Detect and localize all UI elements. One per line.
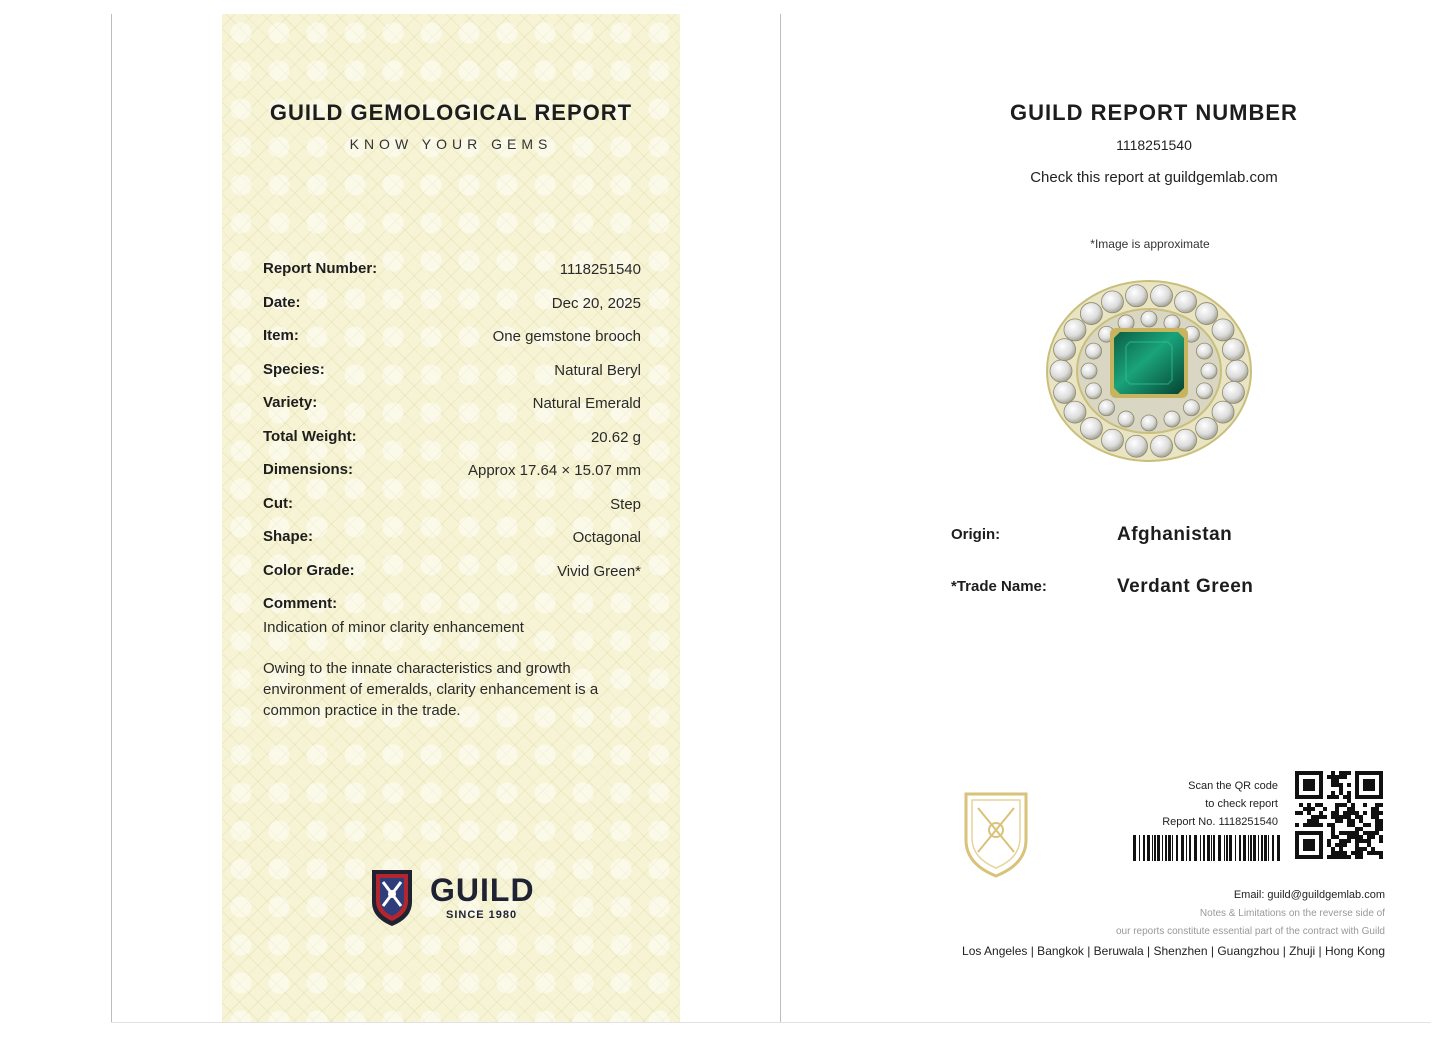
- barcode-bar: [1168, 835, 1171, 861]
- diamond-stone: [1050, 360, 1072, 382]
- qr-module: [1295, 811, 1299, 815]
- qr-module: [1335, 779, 1339, 783]
- limitations-note-line-1: Notes & Limitations on the reverse side of: [1199, 908, 1385, 919]
- barcode-bar: [1224, 835, 1225, 861]
- qr-module: [1351, 807, 1355, 811]
- barcode-bar: [1203, 835, 1205, 861]
- barcode-bar: [1272, 835, 1274, 861]
- qr-module: [1335, 783, 1339, 787]
- qr-module: [1371, 851, 1375, 855]
- qr-module: [1351, 803, 1355, 807]
- guild-logo: [368, 866, 538, 930]
- enhancement-note: Owing to the innate characteristics and growth environment of emeralds, clarity enhancement is a common practice in the trade.: [263, 660, 599, 719]
- qr-code[interactable]: [1295, 771, 1383, 859]
- qr-module: [1367, 831, 1371, 835]
- qr-module: [1335, 843, 1339, 847]
- guild-wordmark: GUILD: [430, 872, 535, 908]
- qr-module: [1355, 811, 1359, 815]
- diamond-stone: [1086, 383, 1102, 399]
- qr-module: [1315, 823, 1319, 827]
- qr-module: [1343, 851, 1347, 855]
- field-label: Variety:: [263, 394, 318, 411]
- field-label: Color Grade:: [263, 562, 355, 579]
- report-tagline: KNOW YOUR GEMS: [349, 136, 553, 152]
- barcode-bar: [1172, 835, 1173, 861]
- barcode-bar: [1139, 835, 1140, 861]
- qr-module: [1371, 847, 1375, 851]
- qr-module: [1355, 815, 1359, 819]
- field-label: Date:: [263, 294, 301, 311]
- qr-module: [1339, 783, 1343, 787]
- qr-module: [1379, 855, 1383, 859]
- qr-module: [1351, 831, 1355, 835]
- qr-module: [1339, 855, 1343, 859]
- qr-module: [1359, 819, 1363, 823]
- diamond-stone: [1175, 291, 1197, 313]
- qr-module: [1367, 843, 1371, 847]
- barcode-bar: [1194, 835, 1197, 861]
- qr-module: [1339, 803, 1343, 807]
- qr-module: [1363, 847, 1367, 851]
- qr-module: [1339, 775, 1343, 779]
- qr-module: [1323, 807, 1327, 811]
- diamond-stone: [1101, 291, 1123, 313]
- diamond-stone: [1101, 429, 1123, 451]
- barcode-bar: [1133, 835, 1136, 861]
- scan-instruction-line-1: Scan the QR code: [1188, 780, 1278, 792]
- qr-module: [1379, 811, 1383, 815]
- qr-module: [1335, 803, 1339, 807]
- barcode-bar: [1200, 835, 1201, 861]
- barcode-bar: [1235, 835, 1236, 861]
- qr-module: [1359, 839, 1363, 843]
- qr-module: [1371, 835, 1375, 839]
- office-locations: Los Angeles | Bangkok | Beruwala | Shenzhen | Guangzhou | Zhuji | Hong Kong: [962, 944, 1385, 958]
- qr-module: [1351, 819, 1355, 823]
- qr-module: [1371, 815, 1375, 819]
- qr-module: [1327, 795, 1331, 799]
- diamond-stone: [1151, 435, 1173, 457]
- qr-module: [1327, 775, 1331, 779]
- scan-instruction-line-2: to check report: [1205, 798, 1278, 810]
- qr-module: [1363, 831, 1367, 835]
- qr-module: [1367, 839, 1371, 843]
- field-value: 1118251540: [559, 261, 641, 278]
- field-label: Cut:: [263, 495, 293, 512]
- field-item: [263, 327, 641, 351]
- barcode-bar: [1207, 835, 1210, 861]
- qr-module: [1335, 811, 1339, 815]
- qr-module: [1379, 827, 1383, 831]
- qr-module: [1347, 791, 1351, 795]
- qr-module: [1375, 815, 1379, 819]
- qr-module: [1311, 819, 1315, 823]
- qr-module: [1347, 855, 1351, 859]
- qr-module: [1379, 835, 1383, 839]
- qr-module: [1331, 791, 1335, 795]
- qr-module: [1347, 835, 1351, 839]
- qr-module: [1371, 811, 1375, 815]
- diamond-stone: [1064, 401, 1086, 423]
- qr-module: [1343, 775, 1347, 779]
- qr-module: [1339, 771, 1343, 775]
- barcode-bar: [1147, 835, 1150, 861]
- barcode-bar: [1277, 835, 1280, 861]
- qr-module: [1343, 843, 1347, 847]
- qr-module: [1343, 803, 1347, 807]
- qr-module: [1347, 795, 1351, 799]
- qr-module: [1371, 807, 1375, 811]
- diamond-stone: [1080, 303, 1102, 325]
- qr-module: [1311, 815, 1315, 819]
- origin-value: Afghanistan: [1117, 524, 1233, 545]
- qr-module: [1307, 819, 1311, 823]
- diamond-stone: [1064, 319, 1086, 341]
- shield-icon: [368, 866, 416, 928]
- qr-module: [1371, 831, 1375, 835]
- barcode-bar: [1152, 835, 1153, 861]
- qr-module: [1355, 839, 1359, 843]
- qr-module: [1315, 819, 1319, 823]
- qr-module: [1359, 835, 1363, 839]
- barcode-bar: [1181, 835, 1184, 861]
- barcode-bar: [1258, 835, 1259, 861]
- qr-module: [1339, 851, 1343, 855]
- barcode-bar: [1189, 835, 1191, 861]
- qr-module: [1343, 811, 1347, 815]
- qr-module: [1303, 807, 1307, 811]
- qr-module: [1319, 815, 1323, 819]
- qr-module: [1323, 815, 1327, 819]
- qr-finder-pattern: [1363, 779, 1375, 791]
- qr-module: [1379, 839, 1383, 843]
- crest-watermark-icon: [960, 788, 1032, 880]
- qr-module: [1359, 847, 1363, 851]
- bottom-page-edge: [111, 1022, 1431, 1023]
- center-fold-line: [780, 14, 781, 1022]
- qr-module: [1331, 811, 1335, 815]
- left-page-edge: [111, 14, 112, 1022]
- qr-module: [1295, 823, 1299, 827]
- diamond-stone: [1212, 401, 1234, 423]
- qr-module: [1363, 839, 1367, 843]
- field-shape: [263, 528, 641, 552]
- field-dimensions: [263, 461, 641, 485]
- qr-module: [1359, 851, 1363, 855]
- diamond-stone: [1175, 429, 1197, 451]
- field-value: Natural Emerald: [532, 395, 641, 412]
- qr-module: [1351, 835, 1355, 839]
- diamond-stone: [1222, 339, 1244, 361]
- qr-module: [1343, 839, 1347, 843]
- qr-module: [1343, 855, 1347, 859]
- qr-module: [1331, 855, 1335, 859]
- qr-module: [1347, 831, 1351, 835]
- qr-module: [1347, 771, 1351, 775]
- limitations-note-line-2: our reports constitute essential part of the contract with Guild: [1115, 926, 1385, 937]
- field-report-number: [263, 260, 641, 284]
- qr-module: [1339, 815, 1343, 819]
- qr-module: [1379, 851, 1383, 855]
- qr-module: [1315, 815, 1319, 819]
- diamond-stone: [1141, 415, 1157, 431]
- field-value: 20.62 g: [590, 429, 641, 446]
- qr-module: [1347, 807, 1351, 811]
- qr-module: [1331, 831, 1335, 835]
- field-value: Step: [610, 496, 641, 513]
- barcode-bar: [1248, 835, 1249, 861]
- field-variety: [263, 394, 641, 418]
- qr-module: [1335, 815, 1339, 819]
- qr-module: [1347, 811, 1351, 815]
- qr-module: [1375, 823, 1379, 827]
- diamond-stone: [1164, 411, 1180, 427]
- qr-module: [1331, 795, 1335, 799]
- diamond-stone: [1118, 411, 1134, 427]
- field-label: Dimensions:: [263, 461, 354, 478]
- qr-module: [1299, 803, 1303, 807]
- trade-name-label: *Trade Name:: [951, 578, 1047, 595]
- qr-module: [1339, 843, 1343, 847]
- qr-module: [1347, 819, 1351, 823]
- qr-module: [1331, 771, 1335, 775]
- barcode-bar: [1154, 835, 1156, 861]
- barcode-bar: [1268, 835, 1269, 861]
- qr-module: [1367, 823, 1371, 827]
- comment-value: Indication of minor clarity enhancement: [263, 619, 524, 636]
- image-disclaimer: *Image is approximate: [1090, 237, 1210, 251]
- barcode-bar: [1226, 835, 1228, 861]
- verify-instruction: Check this report at guildgemlab.com: [1030, 169, 1278, 186]
- field-species: [263, 361, 641, 385]
- barcode-bar: [1176, 835, 1178, 861]
- barcode-bar: [1211, 835, 1212, 861]
- qr-module: [1375, 819, 1379, 823]
- field-label: Item:: [263, 327, 299, 344]
- diamond-stone: [1151, 285, 1173, 307]
- diamond-stone: [1196, 417, 1218, 439]
- origin-label: Origin:: [951, 526, 1001, 543]
- field-value: One gemstone brooch: [492, 328, 641, 345]
- qr-module: [1307, 811, 1311, 815]
- qr-module: [1347, 815, 1351, 819]
- qr-module: [1347, 799, 1351, 803]
- barcode-bar: [1162, 835, 1163, 861]
- qr-module: [1363, 803, 1367, 807]
- qr-module: [1351, 823, 1355, 827]
- report-title: GUILD GEMOLOGICAL REPORT: [269, 100, 633, 125]
- qr-module: [1347, 823, 1351, 827]
- barcode-bar: [1213, 835, 1215, 861]
- qr-module: [1315, 803, 1319, 807]
- qr-module: [1335, 807, 1339, 811]
- qr-finder-pattern: [1303, 779, 1315, 791]
- qr-module: [1351, 811, 1355, 815]
- qr-module: [1375, 807, 1379, 811]
- qr-module: [1375, 827, 1379, 831]
- qr-module: [1331, 815, 1335, 819]
- barcode-bar: [1165, 835, 1167, 861]
- diamond-stone: [1196, 343, 1212, 359]
- field-cut: [263, 495, 641, 519]
- qr-module: [1359, 827, 1363, 831]
- qr-module: [1303, 823, 1307, 827]
- field-value: Natural Beryl: [554, 362, 641, 379]
- qr-module: [1335, 835, 1339, 839]
- barcode-bar: [1186, 835, 1187, 861]
- field-value: Approx 17.64 × 15.07 mm: [467, 462, 641, 479]
- qr-module: [1379, 819, 1383, 823]
- trade-name-value: Verdant Green: [1117, 576, 1254, 597]
- qr-module: [1335, 855, 1339, 859]
- qr-module: [1343, 815, 1347, 819]
- diamond-stone: [1212, 319, 1234, 341]
- qr-module: [1331, 847, 1335, 851]
- qr-module: [1307, 807, 1311, 811]
- qr-module: [1355, 851, 1359, 855]
- field-label: Shape:: [263, 528, 314, 545]
- guild-since-text: SINCE 1980: [446, 909, 518, 921]
- diamond-stone: [1086, 343, 1102, 359]
- qr-module: [1339, 847, 1343, 851]
- qr-module: [1331, 835, 1335, 839]
- diamond-stone: [1125, 285, 1147, 307]
- qr-module: [1319, 811, 1323, 815]
- qr-module: [1327, 855, 1331, 859]
- qr-module: [1339, 791, 1343, 795]
- qr-module: [1347, 783, 1351, 787]
- field-label: Report Number:: [263, 260, 378, 277]
- qr-module: [1299, 811, 1303, 815]
- qr-module: [1343, 831, 1347, 835]
- qr-module: [1367, 851, 1371, 855]
- qr-module: [1331, 783, 1335, 787]
- qr-module: [1339, 839, 1343, 843]
- qr-module: [1327, 823, 1331, 827]
- qr-module: [1335, 819, 1339, 823]
- barcode-bar: [1253, 835, 1256, 861]
- qr-module: [1379, 803, 1383, 807]
- qr-module: [1355, 835, 1359, 839]
- qr-module: [1335, 775, 1339, 779]
- qr-module: [1331, 775, 1335, 779]
- qr-module: [1343, 771, 1347, 775]
- barcode-bar: [1239, 835, 1241, 861]
- qr-module: [1359, 815, 1363, 819]
- barcode-bar: [1229, 835, 1232, 861]
- qr-module: [1375, 851, 1379, 855]
- barcode-bar: [1157, 835, 1160, 861]
- field-value: Vivid Green*: [557, 563, 641, 580]
- qr-module: [1339, 831, 1343, 835]
- barcode-bar: [1264, 835, 1267, 861]
- qr-module: [1351, 851, 1355, 855]
- report-number-title: GUILD REPORT NUMBER: [1010, 100, 1298, 125]
- qr-finder-pattern: [1303, 839, 1315, 851]
- qr-module: [1331, 823, 1335, 827]
- qr-module: [1355, 847, 1359, 851]
- qr-module: [1379, 823, 1383, 827]
- qr-module: [1355, 827, 1359, 831]
- diamond-stone: [1222, 381, 1244, 403]
- qr-module: [1331, 827, 1335, 831]
- diamond-stone: [1196, 303, 1218, 325]
- qr-module: [1331, 851, 1335, 855]
- qr-module: [1363, 811, 1367, 815]
- qr-module: [1339, 787, 1343, 791]
- qr-module: [1327, 843, 1331, 847]
- diamond-stone: [1080, 417, 1102, 439]
- qr-module: [1343, 795, 1347, 799]
- contact-email: Email: guild@guildgemlab.com: [1233, 889, 1385, 901]
- qr-module: [1355, 831, 1359, 835]
- qr-module: [1375, 831, 1379, 835]
- barcode-bar: [1218, 835, 1221, 861]
- qr-module: [1363, 823, 1367, 827]
- qr-module: [1335, 795, 1339, 799]
- qr-module: [1359, 855, 1363, 859]
- field-label: Total Weight:: [263, 428, 357, 445]
- field-date: [263, 294, 641, 318]
- field-value: Octagonal: [572, 529, 641, 546]
- barcode: [1133, 835, 1280, 861]
- field-total-weight: [263, 428, 641, 452]
- qr-module: [1375, 803, 1379, 807]
- barcode-bar: [1243, 835, 1246, 861]
- field-label: Species:: [263, 361, 325, 378]
- qr-module: [1319, 823, 1323, 827]
- report-number-value: 1118251540: [1116, 137, 1192, 153]
- scan-report-number: Report No. 1118251540: [1162, 816, 1278, 828]
- diamond-stone: [1226, 360, 1248, 382]
- diamond-stone: [1141, 311, 1157, 327]
- field-value: Dec 20, 2025: [551, 295, 641, 312]
- qr-module: [1355, 843, 1359, 847]
- qr-module: [1311, 807, 1315, 811]
- qr-module: [1339, 819, 1343, 823]
- diamond-stone: [1196, 383, 1212, 399]
- qr-module: [1335, 851, 1339, 855]
- qr-module: [1367, 835, 1371, 839]
- diamond-stone: [1183, 400, 1199, 416]
- qr-module: [1307, 803, 1311, 807]
- diamond-stone: [1201, 363, 1217, 379]
- qr-module: [1311, 823, 1315, 827]
- qr-module: [1327, 839, 1331, 843]
- qr-module: [1331, 779, 1335, 783]
- qr-module: [1355, 855, 1359, 859]
- diamond-stone: [1125, 435, 1147, 457]
- diamond-stone: [1054, 339, 1076, 361]
- field-color-grade: [263, 562, 641, 586]
- diamond-stone: [1054, 381, 1076, 403]
- qr-module: [1347, 839, 1351, 843]
- report-details-panel: [222, 14, 680, 1022]
- barcode-bar: [1143, 835, 1145, 861]
- qr-module: [1307, 823, 1311, 827]
- diamond-stone: [1099, 400, 1115, 416]
- qr-module: [1375, 811, 1379, 815]
- qr-module: [1319, 803, 1323, 807]
- barcode-bar: [1250, 835, 1252, 861]
- diamond-stone: [1081, 363, 1097, 379]
- barcode-bar: [1261, 835, 1263, 861]
- comment-label: Comment:: [263, 595, 338, 612]
- brooch-photo: [1044, 276, 1254, 466]
